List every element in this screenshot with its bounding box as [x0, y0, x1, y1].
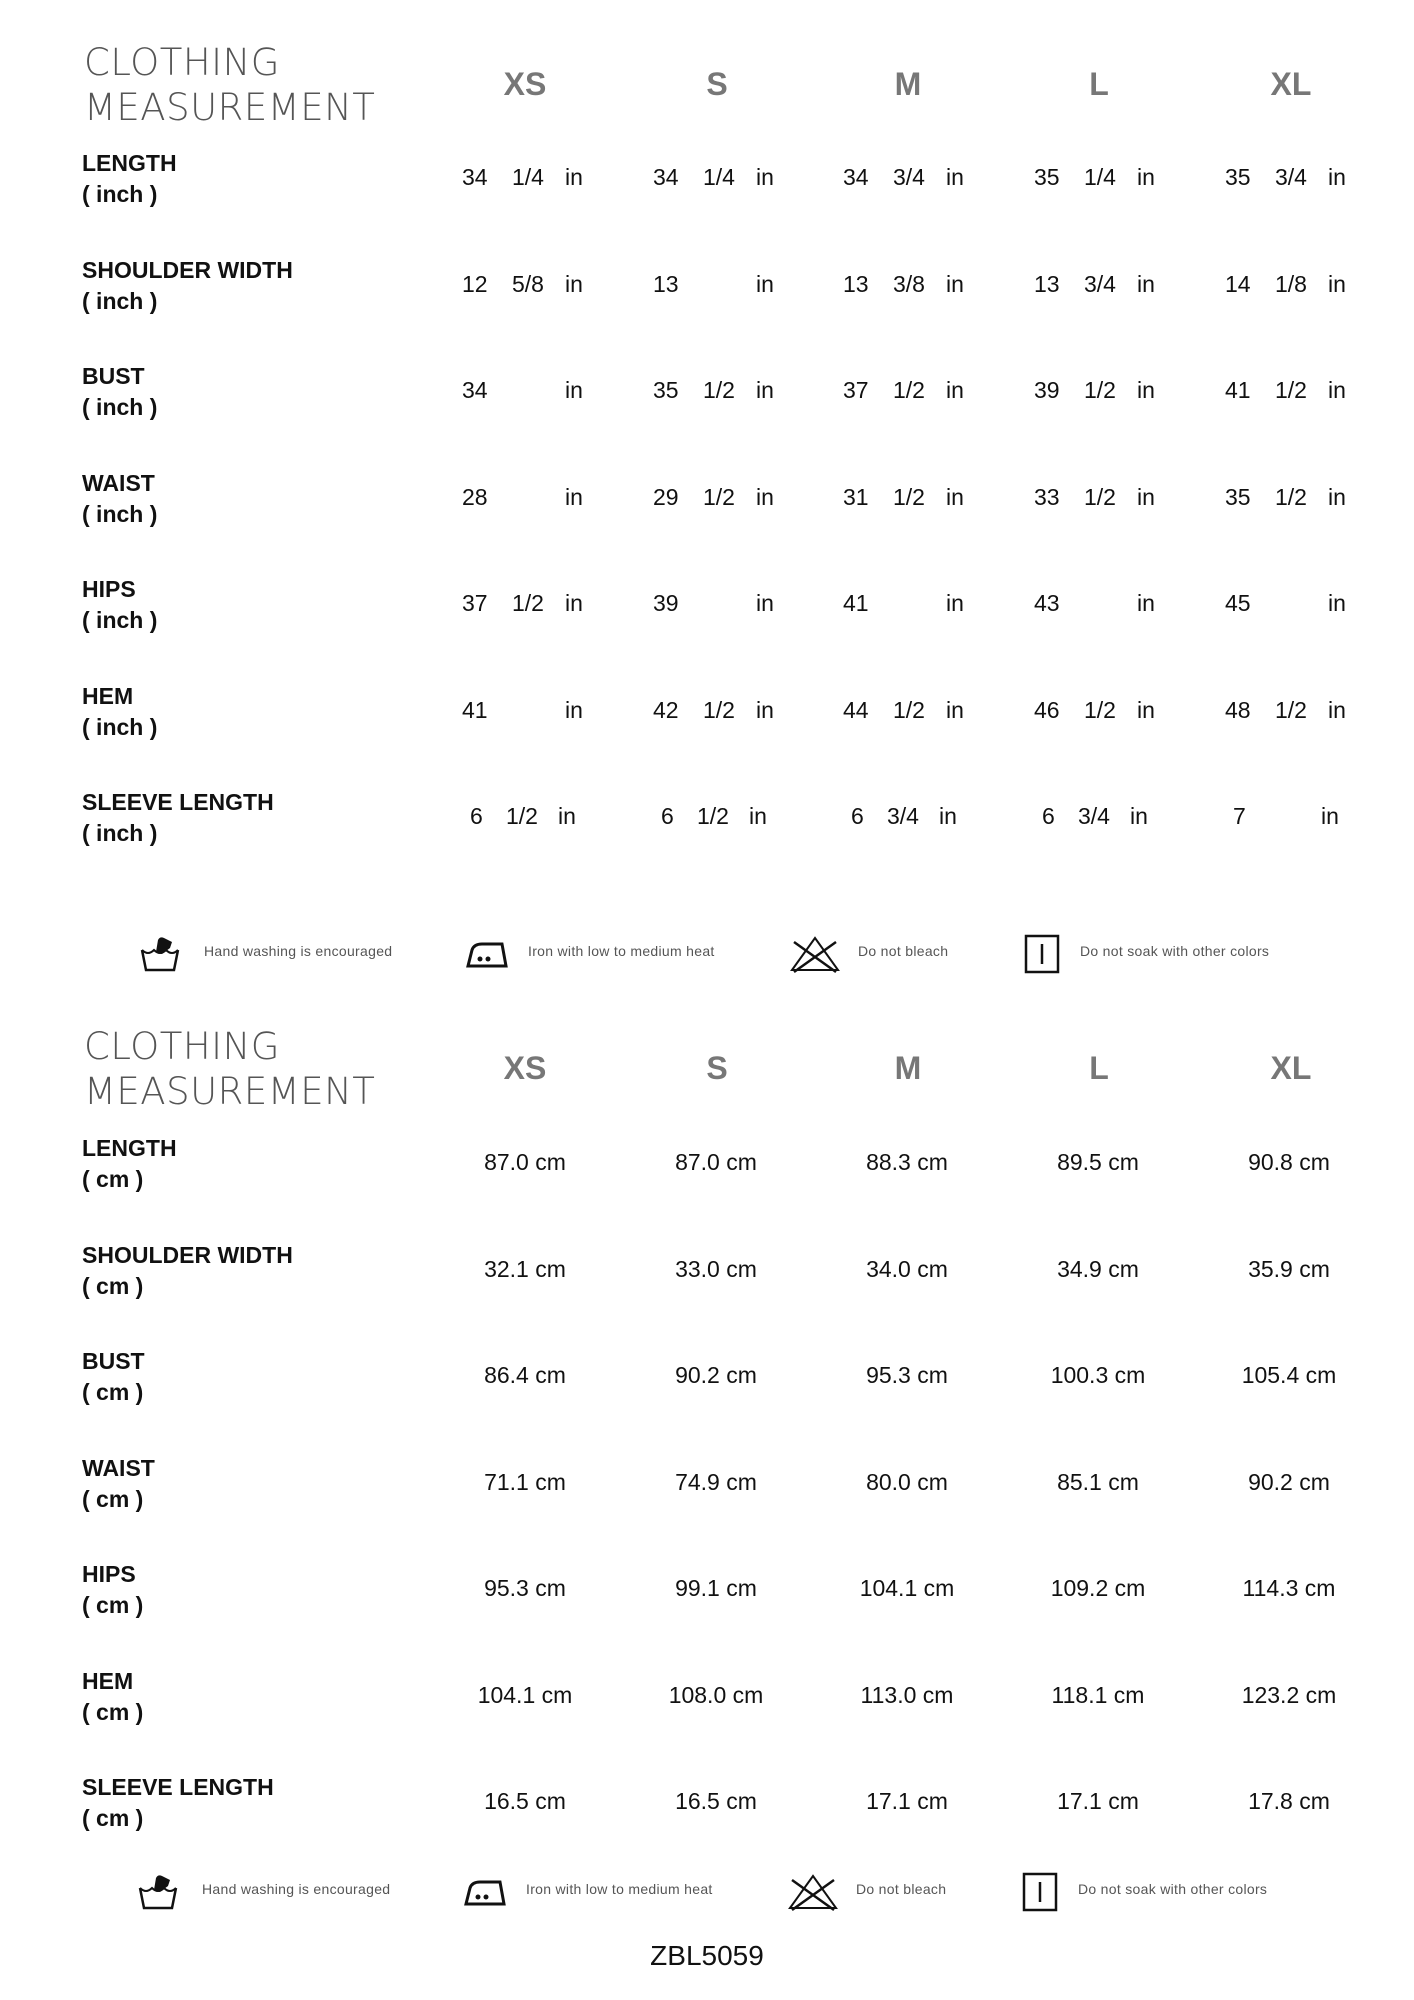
care-row [0, 1870, 1414, 1916]
care-row [0, 932, 1414, 978]
title-line: MEASUREMENT [84, 1070, 376, 1113]
row-label [82, 1346, 145, 1408]
whole-value: 48 [1225, 697, 1251, 723]
unit: in [1328, 377, 1346, 403]
row-label-name: WAIST [82, 1455, 155, 1481]
unit: in [1321, 803, 1339, 829]
unit: in [946, 484, 964, 510]
measurement-cell: 87.0 cm [675, 1149, 757, 1175]
unit: in [1328, 164, 1346, 190]
row-label [82, 574, 157, 636]
whole-value: 28 [462, 484, 488, 510]
whole-value: 35 [1225, 484, 1251, 510]
row-label-name: SLEEVE LENGTH [82, 789, 274, 815]
hand-wash-icon [138, 932, 182, 976]
measurement-cell: 16.5 cm [484, 1788, 566, 1814]
unit: in [1137, 271, 1155, 297]
measurement-cell: 95.3 cm [866, 1362, 948, 1388]
whole-value: 35 [653, 377, 679, 403]
fraction-value: 3/4 [893, 164, 925, 190]
unit: in [946, 271, 964, 297]
fraction-value: 3/4 [1275, 164, 1307, 190]
whole-value: 43 [1034, 590, 1060, 616]
fraction-value: 3/4 [1078, 803, 1110, 829]
row-label [82, 1240, 293, 1302]
size-header-l: L [1089, 1050, 1109, 1086]
unit: in [1137, 164, 1155, 190]
size-header-s: S [706, 1050, 728, 1086]
row-label-name: HIPS [82, 1561, 136, 1587]
size-header-xs: XS [503, 1050, 547, 1086]
unit: in [756, 484, 774, 510]
fraction-value: 1/2 [703, 377, 735, 403]
row-label [82, 1133, 177, 1195]
row-label-name: LENGTH [82, 150, 177, 176]
measurement-cell: 17.1 cm [866, 1788, 948, 1814]
size-header-m: M [894, 66, 922, 102]
measurement-cell: 34.9 cm [1057, 1256, 1139, 1282]
fraction-value: 1/2 [1275, 484, 1307, 510]
whole-value: 46 [1034, 697, 1060, 723]
row-label-unit: ( cm ) [82, 1592, 144, 1618]
unit: in [565, 377, 583, 403]
measurement-cell: 85.1 cm [1057, 1469, 1139, 1495]
care-text: Hand washing is encouraged [202, 1881, 391, 1897]
unit: in [1137, 484, 1155, 510]
unit: in [946, 697, 964, 723]
unit: in [756, 271, 774, 297]
whole-value: 34 [462, 377, 488, 403]
row-label-unit: ( cm ) [82, 1805, 144, 1831]
care-text: Iron with low to medium heat [528, 943, 715, 959]
whole-value: 34 [462, 164, 488, 190]
whole-value: 29 [653, 484, 679, 510]
measurement-cell: 32.1 cm [484, 1256, 566, 1282]
row-label-unit: ( inch ) [82, 607, 158, 633]
whole-value: 13 [1034, 271, 1060, 297]
fraction-value: 1/2 [506, 803, 538, 829]
unit: in [565, 271, 583, 297]
product-code: ZBL5059 [650, 1940, 764, 1971]
measurement-cell: 99.1 cm [675, 1575, 757, 1601]
unit: in [946, 377, 964, 403]
iron-icon [462, 932, 510, 976]
unit: in [939, 803, 957, 829]
fraction-value: 1/2 [512, 590, 544, 616]
measurement-cell: 74.9 cm [675, 1469, 757, 1495]
size-header-l: L [1089, 66, 1109, 102]
fraction-value: 5/8 [512, 271, 544, 297]
size-header-s: S [706, 66, 728, 102]
measurement-cell: 105.4 cm [1241, 1362, 1337, 1388]
unit: in [1137, 377, 1155, 403]
row-label-name: BUST [82, 363, 145, 389]
unit: in [749, 803, 767, 829]
row-label-name: SHOULDER WIDTH [82, 1242, 293, 1268]
unit: in [756, 164, 774, 190]
size-header-xl: XL [1270, 66, 1312, 102]
row-label-name: WAIST [82, 470, 155, 496]
row-label-name: BUST [82, 1348, 145, 1374]
unit: in [565, 697, 583, 723]
measurement-cell: 118.1 cm [1051, 1682, 1145, 1708]
whole-value: 33 [1034, 484, 1060, 510]
title-line: CLOTHING [84, 41, 280, 84]
measurement-cell: 86.4 cm [484, 1362, 566, 1388]
row-label [82, 1453, 155, 1515]
measurement-cell: 104.1 cm [477, 1682, 573, 1708]
unit: in [756, 590, 774, 616]
fraction-value: 1/2 [1084, 697, 1116, 723]
row-label-unit: ( cm ) [82, 1486, 144, 1512]
care-text: Do not bleach [858, 943, 949, 959]
fraction-value: 1/8 [1275, 271, 1307, 297]
row-label-unit: ( inch ) [82, 288, 158, 314]
row-label-name: SLEEVE LENGTH [82, 1774, 274, 1800]
unit: in [946, 164, 964, 190]
unit: in [1137, 590, 1155, 616]
row-label [82, 1559, 143, 1621]
whole-value: 6 [851, 803, 864, 829]
care-text: Hand washing is encouraged [204, 943, 393, 959]
row-label-name: HEM [82, 683, 134, 709]
whole-value: 6 [661, 803, 674, 829]
whole-value: 7 [1233, 803, 1246, 829]
measurement-cell: 104.1 cm [859, 1575, 955, 1601]
whole-value: 34 [843, 164, 869, 190]
care-text: Do not soak with other colors [1078, 1881, 1268, 1897]
title-line: CLOTHING [84, 1025, 280, 1068]
measurement-cell: 35.9 cm [1248, 1256, 1330, 1282]
section1-title [84, 40, 375, 130]
unit: in [756, 377, 774, 403]
unit: in [1130, 803, 1148, 829]
row-label-name: HIPS [82, 576, 136, 602]
fraction-value: 1/2 [893, 697, 925, 723]
whole-value: 13 [653, 271, 679, 297]
row-label-unit: ( inch ) [82, 501, 158, 527]
row-label [82, 681, 157, 743]
row-label-unit: ( cm ) [82, 1273, 144, 1299]
hand-wash-icon [136, 1870, 180, 1914]
unit: in [1328, 590, 1346, 616]
care-text: Do not soak with other colors [1080, 943, 1270, 959]
row-label-unit: ( inch ) [82, 820, 158, 846]
fraction-value: 1/2 [1275, 697, 1307, 723]
row-label-unit: ( cm ) [82, 1166, 144, 1192]
row-label [82, 255, 293, 317]
unit: in [946, 590, 964, 616]
row-label-name: SHOULDER WIDTH [82, 257, 293, 283]
whole-value: 44 [843, 697, 869, 723]
measurement-cell: 109.2 cm [1050, 1575, 1146, 1601]
whole-value: 42 [653, 697, 679, 723]
unit: in [756, 697, 774, 723]
whole-value: 45 [1225, 590, 1251, 616]
whole-value: 39 [653, 590, 679, 616]
no-bleach-icon [790, 932, 840, 976]
size-header-xl: XL [1270, 1050, 1312, 1086]
row-label-name: HEM [82, 1668, 134, 1694]
whole-value: 14 [1225, 271, 1251, 297]
title-line: MEASUREMENT [84, 86, 376, 129]
whole-value: 41 [1225, 377, 1251, 403]
whole-value: 37 [462, 590, 488, 616]
row-label-unit: ( inch ) [82, 394, 158, 420]
row-label-name: LENGTH [82, 1135, 177, 1161]
unit: in [558, 803, 576, 829]
whole-value: 34 [653, 164, 679, 190]
iron-icon [460, 1870, 508, 1914]
whole-value: 35 [1225, 164, 1251, 190]
fraction-value: 1/2 [893, 484, 925, 510]
no-bleach-icon [788, 1870, 838, 1914]
care-text: Do not bleach [856, 1881, 947, 1897]
measurement-cell: 88.3 cm [866, 1149, 948, 1175]
row-label-unit: ( cm ) [82, 1699, 144, 1725]
measurement-cell: 95.3 cm [484, 1575, 566, 1601]
unit: in [565, 484, 583, 510]
unit: in [1328, 484, 1346, 510]
fraction-value: 1/2 [1275, 377, 1307, 403]
fraction-value: 1/2 [697, 803, 729, 829]
fraction-value: 1/4 [703, 164, 735, 190]
fraction-value: 1/2 [703, 484, 735, 510]
section2-title [84, 1024, 375, 1114]
measurement-cell: 113.0 cm [860, 1682, 954, 1708]
measurement-cell: 17.1 cm [1057, 1788, 1139, 1814]
whole-value: 31 [843, 484, 869, 510]
measurement-cell: 100.3 cm [1050, 1362, 1146, 1388]
whole-value: 6 [1042, 803, 1055, 829]
fraction-value: 3/4 [1084, 271, 1116, 297]
measurement-cell: 114.3 cm [1242, 1575, 1336, 1601]
whole-value: 39 [1034, 377, 1060, 403]
measurement-cell: 108.0 cm [668, 1682, 764, 1708]
no-soak-icon [1020, 1870, 1060, 1914]
measurement-cell: 33.0 cm [675, 1256, 757, 1282]
measurement-cell: 90.2 cm [1248, 1469, 1330, 1495]
fraction-value: 1/4 [1084, 164, 1116, 190]
row-label-unit: ( cm ) [82, 1379, 144, 1405]
row-label [82, 361, 157, 423]
fraction-value: 3/4 [887, 803, 919, 829]
size-header-m: M [894, 1050, 922, 1086]
measurement-cell: 90.2 cm [675, 1362, 757, 1388]
row-label-unit: ( inch ) [82, 714, 158, 740]
fraction-value: 1/2 [703, 697, 735, 723]
row-label [82, 468, 157, 530]
row-label [82, 787, 274, 849]
fraction-value: 1/2 [1084, 377, 1116, 403]
measurement-cell: 34.0 cm [866, 1256, 948, 1282]
measurement-cell: 71.1 cm [484, 1469, 566, 1495]
measurement-cell: 17.8 cm [1248, 1788, 1330, 1814]
measurement-cell: 16.5 cm [675, 1788, 757, 1814]
fraction-value: 1/2 [1084, 484, 1116, 510]
measurement-cell: 87.0 cm [484, 1149, 566, 1175]
unit: in [1328, 271, 1346, 297]
fraction-value: 1/4 [512, 164, 544, 190]
measurement-cell: 123.2 cm [1241, 1682, 1337, 1708]
no-soak-icon [1022, 932, 1062, 976]
size-header-xs: XS [503, 66, 547, 102]
row-label [82, 1666, 143, 1728]
whole-value: 41 [843, 590, 869, 616]
unit: in [1328, 697, 1346, 723]
fraction-value: 3/8 [893, 271, 925, 297]
whole-value: 41 [462, 697, 488, 723]
whole-value: 6 [470, 803, 483, 829]
unit: in [565, 590, 583, 616]
row-label [82, 1772, 274, 1834]
measurement-cell: 90.8 cm [1248, 1149, 1330, 1175]
measurement-cell: 89.5 cm [1057, 1149, 1139, 1175]
fraction-value: 1/2 [893, 377, 925, 403]
measurement-cell: 80.0 cm [866, 1469, 948, 1495]
whole-value: 12 [462, 271, 488, 297]
whole-value: 35 [1034, 164, 1060, 190]
whole-value: 37 [843, 377, 869, 403]
unit: in [1137, 697, 1155, 723]
whole-value: 13 [843, 271, 869, 297]
unit: in [565, 164, 583, 190]
care-text: Iron with low to medium heat [526, 1881, 713, 1897]
row-label [82, 148, 177, 210]
row-label-unit: ( inch ) [82, 181, 158, 207]
